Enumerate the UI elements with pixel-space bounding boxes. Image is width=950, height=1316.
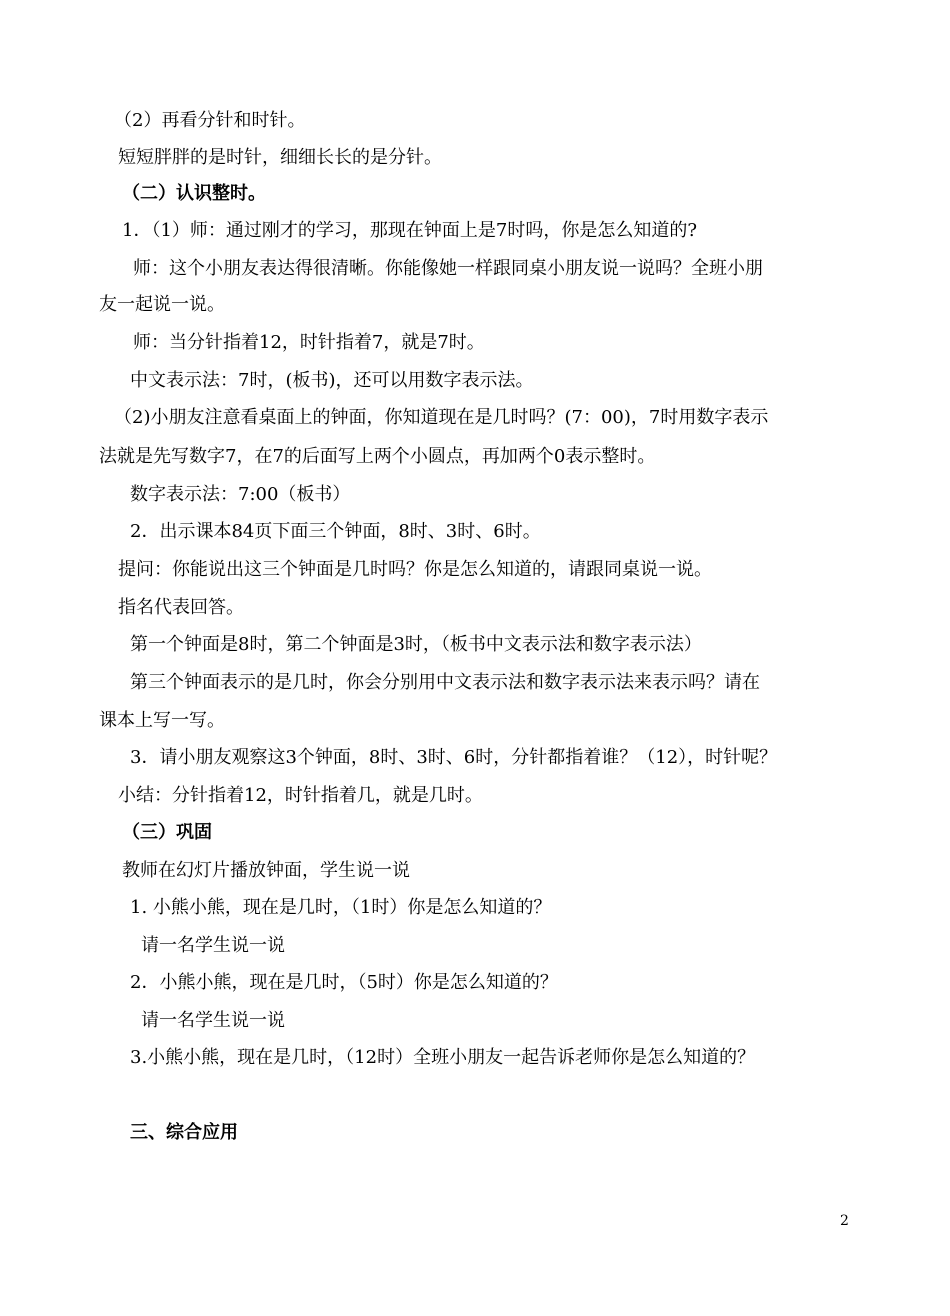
text-line-4: 1．（1）师：通过刚才的学习，那现在钟面上是7时吗，你是怎么知道的? (122, 220, 698, 241)
page-number: 2 (840, 1213, 849, 1229)
section-heading-comprehensive: 三、综合应用 (130, 1122, 238, 1143)
text-line-7: 师：当分针指着12，时针指着7，就是7时。 (133, 332, 485, 353)
text-line-15: 第一个钟面是8时，第二个钟面是3时，（板书中文表示法和数字表示法） (130, 634, 702, 655)
text-line-18: 3．请小朋友观察这3个钟面，8时、3时、6时，分针都指着谁？（12），时针呢？ (130, 747, 778, 768)
text-line-6: 友一起说一说。 (99, 294, 225, 315)
text-line-11: 数字表示法：7:00（板书） (130, 484, 351, 505)
text-line-25: 请一名学生说一说 (141, 1010, 285, 1031)
text-line-9: （2)小朋友注意看桌面上的钟面，你知道现在是几时吗？(7：00)，7时用数字表示 (114, 407, 769, 428)
text-line-17: 课本上写一写。 (99, 710, 225, 731)
section-heading-3: （三）巩固 (122, 822, 212, 843)
text-line-14: 指名代表回答。 (118, 597, 244, 618)
text-line-1: （2）再看分针和时针。 (114, 110, 306, 131)
text-line-16: 第三个钟面表示的是几时，你会分别用中文表示法和数字表示法来表示吗？请在 (130, 672, 760, 693)
text-line-8: 中文表示法：7时，(板书)，还可以用数字表示法。 (130, 370, 534, 391)
text-line-13: 提问：你能说出这三个钟面是几时吗？你是怎么知道的，请跟同桌说一说。 (118, 559, 712, 580)
text-line-10: 法就是先写数字7，在7的后面写上两个小圆点，再加两个0表示整时。 (99, 446, 656, 467)
text-line-5: 师：这个小朋友表达得很清晰。你能像她一样跟同桌小朋友说一说吗？全班小朋 (133, 258, 763, 279)
text-line-26: 3.小熊小熊，现在是几时，（12时）全班小朋友一起告诉老师你是怎么知道的？ (130, 1047, 756, 1068)
section-heading-2: （二）认识整时。 (122, 183, 266, 204)
text-line-21: 教师在幻灯片播放钟面，学生说一说 (122, 860, 410, 881)
text-line-22: 1. 小熊小熊，现在是几时，（1时）你是怎么知道的？ (130, 897, 552, 918)
text-line-12: 2．出示课本84页下面三个钟面，8时、3时、6时。 (130, 521, 541, 542)
text-line-2: 短短胖胖的是时针，细细长长的是分针。 (118, 147, 442, 168)
text-line-24: 2．小熊小熊，现在是几时，（5时）你是怎么知道的？ (130, 972, 558, 993)
text-line-23: 请一名学生说一说 (141, 935, 285, 956)
text-line-19: 小结：分针指着12，时针指着几，就是几时。 (118, 785, 483, 806)
